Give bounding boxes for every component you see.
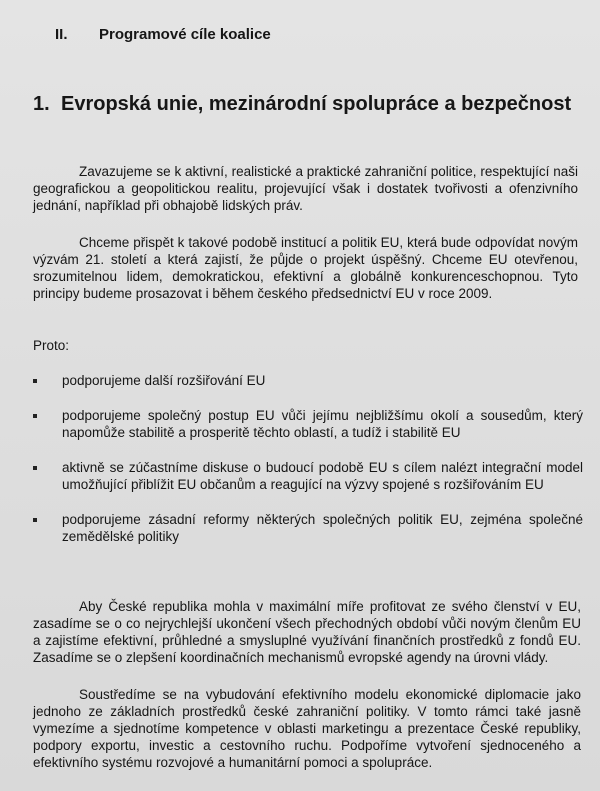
intro-paragraph-1: Zavazujeme se k aktivní, realistické a praktické zahraniční politice, respektující naši geografickou a geopolitickou realitu, projevující však i dostatek tvořivosti a ofenzivního jednání, například při obhajobě lidských práv.	[33, 164, 578, 213]
section-heading	[55, 26, 271, 43]
body-paragraph-1: Aby České republika mohla v maximální míře profitovat ze svého členství v EU, zasadíme se o co nejrychlejší ukončení všech přechodných období vůči novým členům EU a zajistíme efektivní, průhledné a smysluplné využívání finančních prostředků z fondů EU. Zasadíme se o zlepšení koordinačních mechanismů evropské agendy na úrovni vlády.	[33, 599, 581, 665]
list-item-text: podporujeme další rozšiřování EU	[62, 373, 266, 388]
list-item	[33, 372, 583, 389]
chapter-title: Evropská unie, mezinárodní spolupráce a bezpečnost	[61, 93, 572, 115]
proto-label: Proto:	[33, 338, 70, 353]
list-item	[33, 459, 583, 493]
chapter-heading	[33, 93, 571, 116]
chapter-number: 1.	[33, 93, 50, 115]
bullet-icon	[33, 518, 37, 522]
bullet-icon	[33, 466, 37, 470]
section-number: II.	[55, 26, 68, 43]
list-item	[33, 407, 583, 441]
bullet-list	[33, 372, 583, 563]
list-item-text: podporujeme společný postup EU vůči jejímu nejbližšímu okolí a sousedům, který napomůže stabilitě a prosperitě těchto oblastí, a tudíž i stabilitě EU	[62, 408, 583, 440]
list-item-text: podporujeme zásadní reformy některých společných politik EU, zejména společné zemědělské politiky	[62, 512, 583, 544]
list-item	[33, 511, 583, 545]
bullet-icon	[33, 379, 37, 383]
intro-paragraph-2: Chceme přispět k takové podobě institucí a politik EU, která bude odpovídat novým výzvám 21. století a která zajistí, že půjde o projekt úspěšný. Chceme EU otevřenou, srozumitelnou lidem, demokratickou, efektivní a globálně konkurenceschopnou. Tyto principy budeme prosazovat i během českého předsednictví EU v roce 2009.	[33, 235, 578, 301]
list-item-text: aktivně se zúčastníme diskuse o budoucí podobě EU s cílem nalézt integrační model umožňující přiblížit EU občanům a reagující na výzvy spojené s rozšiřováním EU	[62, 460, 583, 492]
bullet-icon	[33, 414, 37, 418]
section-title: Programové cíle koalice	[99, 26, 271, 43]
body-paragraph-2: Soustředíme se na vybudování efektivního modelu ekonomické diplomacie jako jednoho ze základních prostředků české zahraniční politiky. V tomto rámci také jasně vymezíme a sjednotíme kompetence v oblasti marketingu a prezentace České republiky, podpory exportu, investic a cestovního ruchu. Podpoříme vytvoření sjednoceného a efektivního systému rozvojové a humanitární pomoci a spolupráce.	[33, 687, 581, 770]
